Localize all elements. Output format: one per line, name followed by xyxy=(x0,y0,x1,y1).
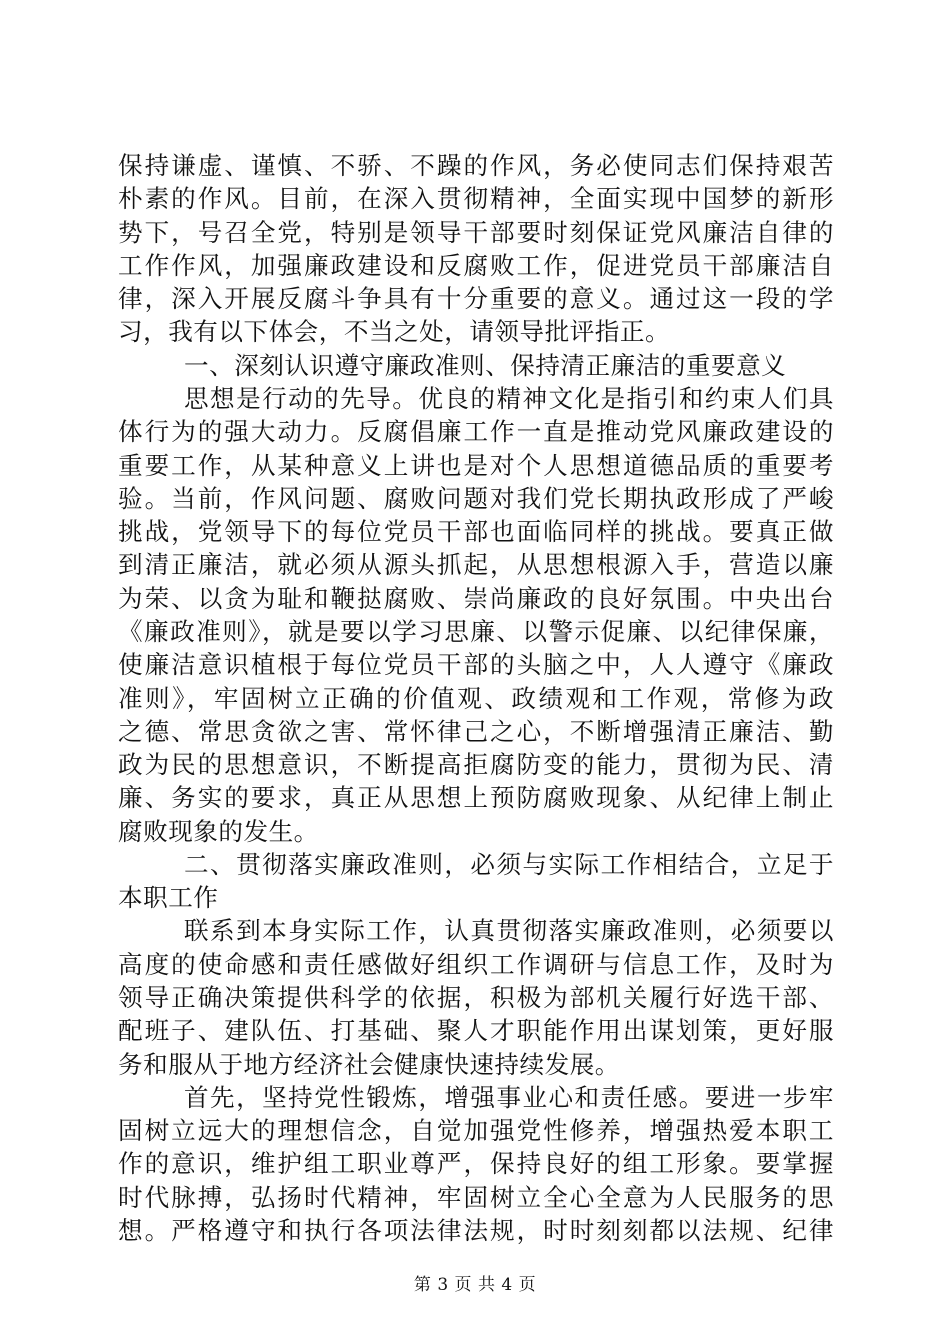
paragraph-first-line: 联系到本身实际工作，认真贯彻落实廉政准则，必须要以 xyxy=(184,916,834,945)
section-heading-continued: 本职工作 xyxy=(118,883,219,912)
text-line: 廉、务实的要求，真正从思想上预防腐败现象、从纪律上制止 xyxy=(118,783,834,812)
text-line: 之德、常思贪欲之害、常怀律己之心，不断增强清正廉洁、勤 xyxy=(118,717,834,746)
text-line: 领导正确决策提供科学的依据，积极为部机关履行好选干部、 xyxy=(118,983,834,1012)
text-line: 为荣、以贪为耻和鞭挞腐败、崇尚廉政的良好氛围。中央出台 xyxy=(118,584,834,613)
text-line: 作的意识，维护组工职业尊严，保持良好的组工形象。要掌握 xyxy=(118,1149,834,1178)
section-heading: 一、深刻认识遵守廉政准则、保持清正廉洁的重要意义 xyxy=(184,351,787,380)
text-line: 配班子、建队伍、打基础、聚人才职能作用出谋划策，更好服 xyxy=(118,1016,834,1045)
text-line: 保持谦虚、谨慎、不骄、不躁的作风，务必使同志们保持艰苦 xyxy=(118,151,834,180)
text-line: 政为民的思想意识，不断提高拒腐防变的能力，贯彻为民、清 xyxy=(118,750,834,779)
paragraph-first-line: 思想是行动的先导。优良的精神文化是指引和约束人们具 xyxy=(184,384,834,413)
text-line: 准则》，牢固树立正确的价值观、政绩观和工作观，常修为政 xyxy=(118,684,834,713)
text-line: 律，深入开展反腐斗争具有十分重要的意义。通过这一段的学 xyxy=(118,284,834,313)
page-footer: 第 3 页 共 4 页 xyxy=(413,1275,537,1295)
text-line: 重要工作，从某种意义上讲也是对个人思想道德品质的重要考 xyxy=(118,451,834,480)
text-line: 势下，号召全党，特别是领导干部要时刻保证党风廉洁自律的 xyxy=(118,218,834,247)
text-line: 工作作风，加强廉政建设和反腐败工作，促进党员干部廉洁自 xyxy=(118,251,834,280)
text-line: 挑战，党领导下的每位党员干部也面临同样的挑战。要真正做 xyxy=(118,517,834,546)
text-line: 想。严格遵守和执行各项法律法规，时时刻刻都以法规、纪律 xyxy=(118,1216,834,1245)
text-line: 验。当前，作风问题、腐败问题对我们党长期执政形成了严峻 xyxy=(118,484,834,513)
text-line: 《廉政准则》，就是要以学习思廉、以警示促廉、以纪律保廉， xyxy=(118,617,834,646)
text-line: 朴素的作风。目前，在深入贯彻精神，全面实现中国梦的新形 xyxy=(118,184,834,213)
text-line: 体行为的强大动力。反腐倡廉工作一直是推动党风廉政建设的 xyxy=(118,417,834,446)
text-line: 使廉洁意识植根于每位党员干部的头脑之中，人人遵守《廉政 xyxy=(118,650,834,679)
text-line: 到清正廉洁，就必须从源头抓起，从思想根源入手，营造以廉 xyxy=(118,550,834,579)
section-heading: 二、贯彻落实廉政准则，必须与实际工作相结合，立足于 xyxy=(184,850,834,879)
text-line: 固树立远大的理想信念，自觉加强党性修养，增强热爱本职工 xyxy=(118,1116,834,1145)
text-line: 习，我有以下体会，不当之处，请领导批评指正。 xyxy=(118,317,671,346)
text-line: 时代脉搏，弘扬时代精神，牢固树立全心全意为人民服务的思 xyxy=(118,1183,834,1212)
text-line: 高度的使命感和责任感做好组织工作调研与信息工作，及时为 xyxy=(118,950,834,979)
text-line: 务和服从于地方经济社会健康快速持续发展。 xyxy=(118,1050,620,1079)
paragraph-first-line: 首先，坚持党性锻炼，增强事业心和责任感。要进一步牢 xyxy=(184,1083,834,1112)
text-line: 腐败现象的发生。 xyxy=(118,817,319,846)
